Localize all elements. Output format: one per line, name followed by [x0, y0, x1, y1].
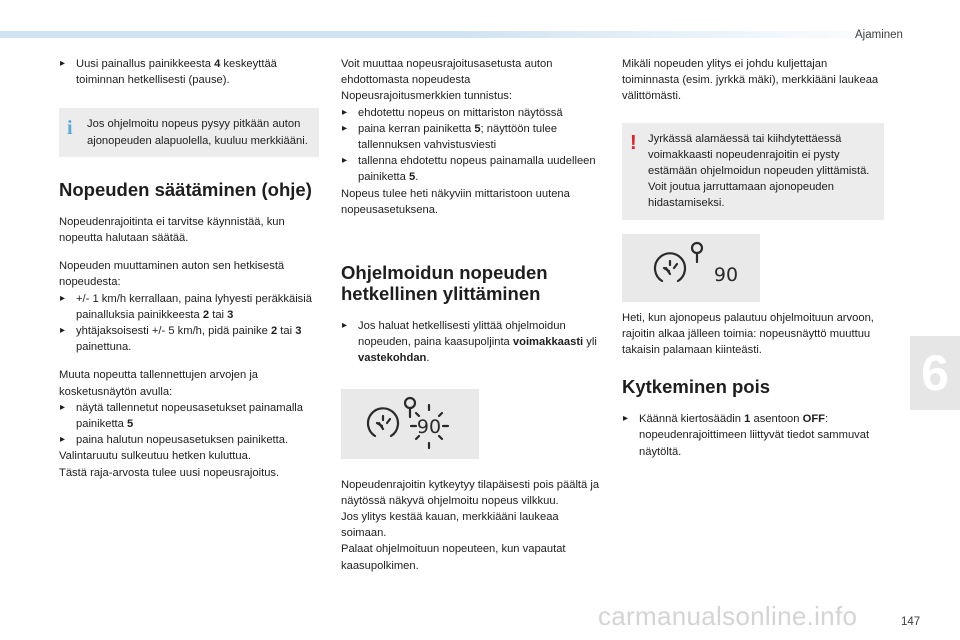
para-change-speed: Nopeuden muuttaminen auton sen hetkisestä nopeudesta: ▸ +/- 1 km/h kerrallaan, paina lyhyesti peräkkäisiä painalluksia painikkeesta 2 tai 3 ▸ yhtäjaksoisesti +/- 5 km/h, pidä painike 2 tai 3 painettuna.	[59, 260, 312, 354]
watermark: carmanualsonline.info	[598, 601, 858, 631]
speedometer-limiter-icon	[341, 389, 479, 459]
warning-icon: !	[630, 131, 637, 154]
column-3	[622, 56, 884, 472]
bullet-icon: ▸	[60, 292, 66, 304]
heading-off: Kytkeminen pois	[622, 376, 771, 398]
bullet-icon: ▸	[60, 401, 66, 413]
section-title: Ajaminen	[855, 29, 903, 41]
bullet-icon: ▸	[60, 434, 66, 446]
warning-note: ! Jyrkässä alamäessä tai kiihdytettäessä voimakkaasti nopeudenrajoitin ei pysty estämään ohjelmoidun nopeuden ylittämistä. Voit joutua jarruttamaan ajonopeuden hidastamiseksi.	[622, 123, 884, 220]
speed-limiter-figure	[622, 234, 760, 302]
column-2	[341, 56, 601, 586]
bullet-icon: ▸	[60, 58, 66, 69]
speed-limiter-flashing-figure	[341, 389, 479, 459]
heading-adjust: Nopeuden säätäminen (ohje)	[59, 178, 312, 200]
para-touchscreen: Muuta nopeutta tallennettujen arvojen ja kosketusnäytön avulla: ▸ näytä tallennetut nopeusasetukset painamalla painiketta 5 ▸ paina halutun nopeusasetuksen painiketta. Valintaruutu sulkeutuu hetken kuluttua. Tästä raja-arvosta tulee uusi nopeusrajoitus.	[59, 369, 304, 479]
bullet-icon: ▸	[342, 320, 348, 332]
bullet-icon: ▸	[60, 325, 66, 337]
page-number: 147	[901, 616, 921, 628]
chapter-tab: 6	[910, 336, 960, 410]
para-recognition: Voit muuttaa nopeusrajoitusasetusta auton ehdottomasta nopeudesta Nopeusrajoitusmerkkien tunnistus: ▸ ehdotettu nopeus on mittariston näytössä ▸ paina kerran painiketta 5; näyttöön tulee tallennuksen vahvistusviesti ▸ tallenna ehdotettu nopeus painamalla uudelleen painiketta 5. Nopeus tulee heti näkyviin mittaristoon uutena nopeusasetuksena.	[341, 58, 596, 216]
para-adjust: Nopeudenrajoitinta ei tarvitse käynnistää, kun nopeutta halutaan säätää.	[59, 215, 285, 245]
para-exceed-effect: Nopeudenrajoitin kytkeytyy tilapäisesti pois päältä ja näytössä näkyvä ohjelmoitu nopeus vilkkuu. Jos ylitys kestää kauan, merkkiääni laukeaa soimaan. Palaat ohjelmoituun nopeuteen, kun vapautat kaasupolkimen.	[341, 478, 600, 572]
info-note: i Jos ohjelmoitu nopeus pysyy pitkään auton ajonopeuden alapuolella, kuuluu merkkiääni.	[59, 108, 319, 156]
header-bar	[0, 31, 450, 38]
para-resume: Heti, kun ajonopeus palautuu ohjelmoituun arvoon, rajoitin alkaa jälleen toimia: nopeusnäyttö muuttuu takaisin palamaan kiinteästi.	[622, 311, 874, 357]
speedometer-limiter-icon	[622, 234, 760, 302]
bullet-icon: ▸	[342, 155, 348, 167]
para-beep: Mikäli nopeuden ylitys ei johdu kuljettajan toiminnasta (esim. jyrkkä mäki), merkkiääni laukeaa välittömästi.	[622, 58, 879, 103]
column-1	[59, 56, 319, 493]
bullet-pause: ▸ Uusi painallus painikkeesta 4 keskeyttää toiminnan hetkellisesti (pause).	[60, 58, 277, 87]
svg-text:90: 90	[713, 263, 739, 286]
bullet-accelerator: ▸ Jos haluat hetkellisesti ylittää ohjelmoidun nopeuden, paina kaasupoljinta voimakkaasti yli vastekohdan.	[342, 320, 597, 365]
bullet-icon: ▸	[342, 122, 348, 134]
heading-exceed: Ohjelmoidun nopeuden hetkellinen ylittäminen	[341, 262, 548, 305]
bullet-off: ▸ Käännä kiertosäädin 1 asentoon OFF: nopeudenrajoittimeen liittyvät tiedot sammuvat näytöltä.	[623, 413, 870, 458]
bullet-icon: ▸	[623, 413, 629, 425]
bullet-icon: ▸	[342, 106, 348, 118]
svg-text:90: 90	[416, 415, 442, 438]
info-icon: i	[67, 117, 73, 140]
